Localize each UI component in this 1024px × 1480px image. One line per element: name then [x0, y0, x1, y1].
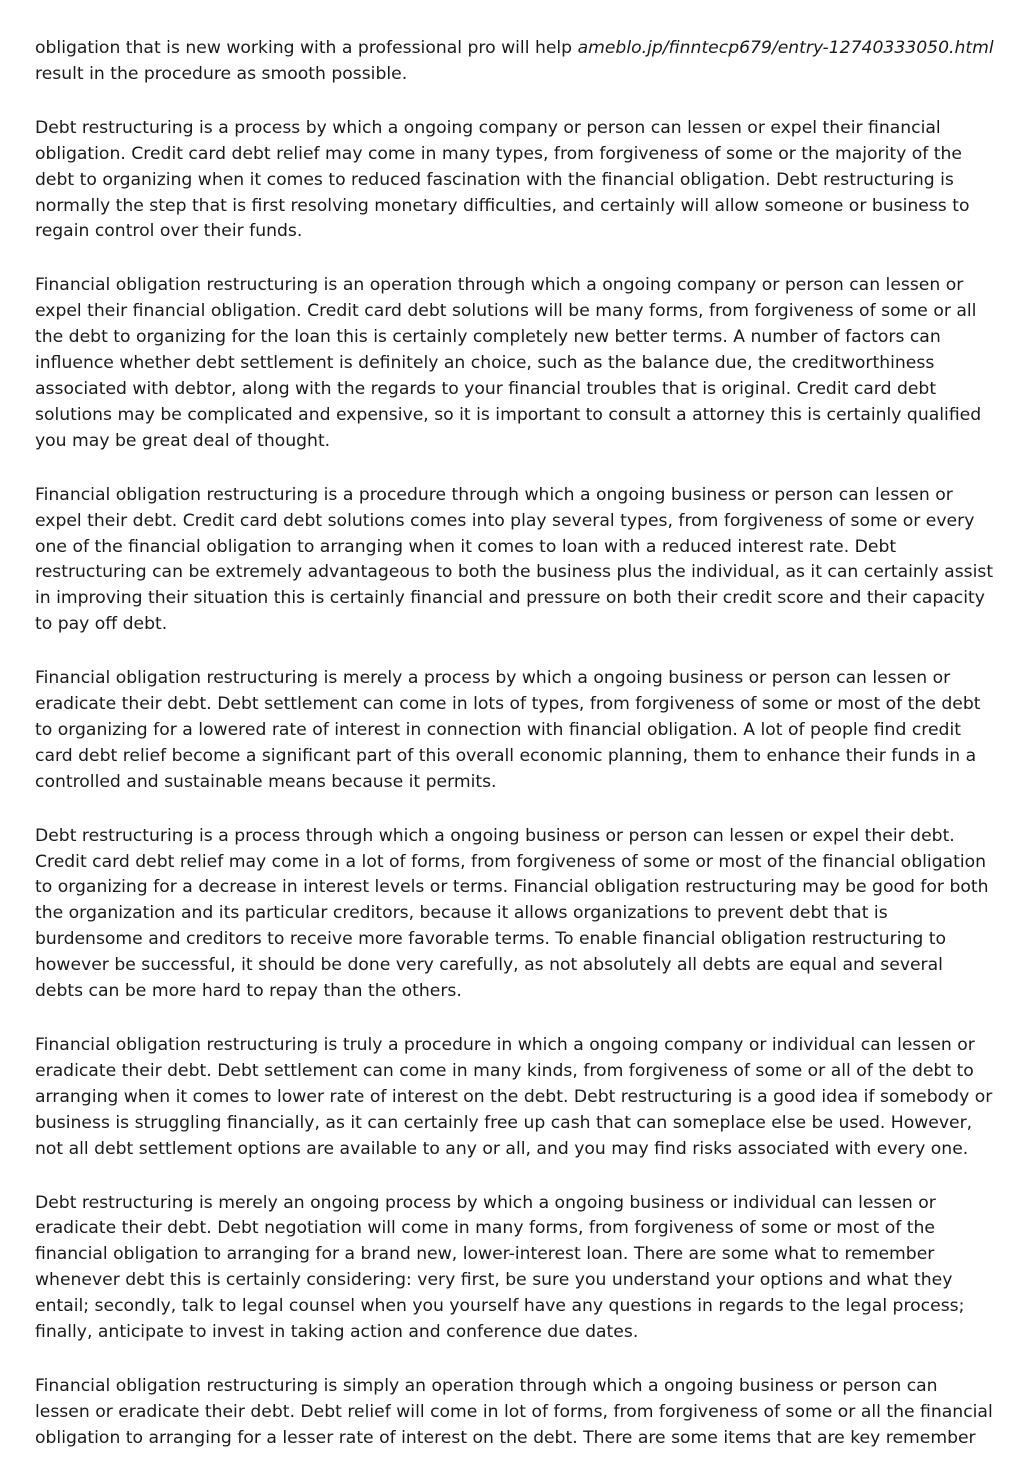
paragraph-4: Financial obligation restructuring is merely a process by which a ongoing business or person can lessen or eradicate their debt. Debt settlement can come in lots of types, from forgiveness of some or most of the debt to organizing for a lowered rate of interest in connection with financial obligation. A lot of people find credit card debt relief become a significant part of this overall economic planning, them to enhance their funds in a controlled and sustainable means because it permits. — [35, 668, 981, 792]
paragraph-7: Debt restructuring is merely an ongoing process by which a ongoing business or individual can lessen or eradicate their debt. Debt negotiation will come in many forms, from forgiveness of some or most of the financial obligation to arranging for a brand new, lower-interest loan. There are some what to remember whenever debt this is certainly considering: very first, be sure you understand your options and what they entail; secondly, talk to legal counsel when you yourself have any questions in regards to the legal process; finally, anticipate to invest in taking action and conference due dates. — [35, 1192, 965, 1343]
intro-text-after-link: result in the procedure as smooth possible. — [35, 63, 408, 84]
ameblo-link[interactable]: ameblo.jp/finntecp679/entry-12740333050.html — [577, 38, 994, 58]
intro-text-before-link: obligation that is new working with a professional pro will help — [35, 38, 578, 58]
paragraph-1: Debt restructuring is a process by which a ongoing company or person can lessen or expel their financial obligation. Credit card debt relief may come in many types, from forgiveness of some or the majority of the debt to organizing when it comes to reduced fascination with the financial obligation. Debt restructuring is normally the step that is first resolving monetary difficulties, and certainly will allow someone or business to regain control over their funds. — [35, 117, 970, 242]
paragraph-8: Financial obligation restructuring is simply an operation through which a ongoing business or person can lessen or eradicate their debt. Debt relief will come in lot of forms, from forgiveness of some or all the financial obligation to arranging for a lesser rate of interest on the debt. There are some items that are key remember — [35, 1375, 993, 1448]
intro-paragraph — [35, 36, 995, 88]
paragraph-2: Financial obligation restructuring is an operation through which a ongoing company or person can lessen or expel their financial obligation. Credit card debt solutions will be many forms, from forgiveness of some or all the debt to organizing for the loan this is certainly completely new better terms. A number of factors can influence whether debt settlement is definitely an choice, such as the balance due, the creditworthiness associated with debtor, along with the regards to your financial troubles that is original. Credit card debt solutions may be complicated and expensive, so it is important to consult a attorney this is certainly qualified you may be great deal of thought. — [35, 275, 982, 451]
paragraph-5: Debt restructuring is a process through which a ongoing business or person can lessen or expel their debt. Credit card debt relief may come in a lot of forms, from forgiveness of some or most of the financial obligation to organizing for a decrease in interest levels or terms. Financial obligation restructuring may be good for both the organization and its particular creditors, because it allows organizations to prevent debt that is burdensome and creditors to receive more favorable terms. To enable financial obligation restructuring to however be successful, it should be done very carefully, as not absolutely all debts are equal and several debts can be more hard to repay than the others. — [35, 825, 989, 1002]
document-body — [35, 36, 995, 1480]
paragraph-3: Financial obligation restructuring is a procedure through which a ongoing business or person can lessen or expel their debt. Credit card debt solutions comes into play several types, from forgiveness of some or every one of the financial obligation to arranging when it comes to loan with a reduced interest rate. Debt restructuring can be extremely advantageous to both the business plus the individual, as it can certainly assist in improving their situation this is certainly financial and pressure on both their credit score and their capacity to pay off debt. — [35, 484, 994, 635]
paragraph-6: Financial obligation restructuring is truly a procedure in which a ongoing company or individual can lessen or eradicate their debt. Debt settlement can come in many kinds, from forgiveness of some or all of the debt to arranging when it comes to lower rate of interest on the debt. Debt restructuring is a good idea if somebody or business is struggling financially, as it can certainly free up cash that can someplace else be used. However, not all debt settlement options are available to any or all, and you may find risks associated with every one. — [35, 1035, 993, 1159]
